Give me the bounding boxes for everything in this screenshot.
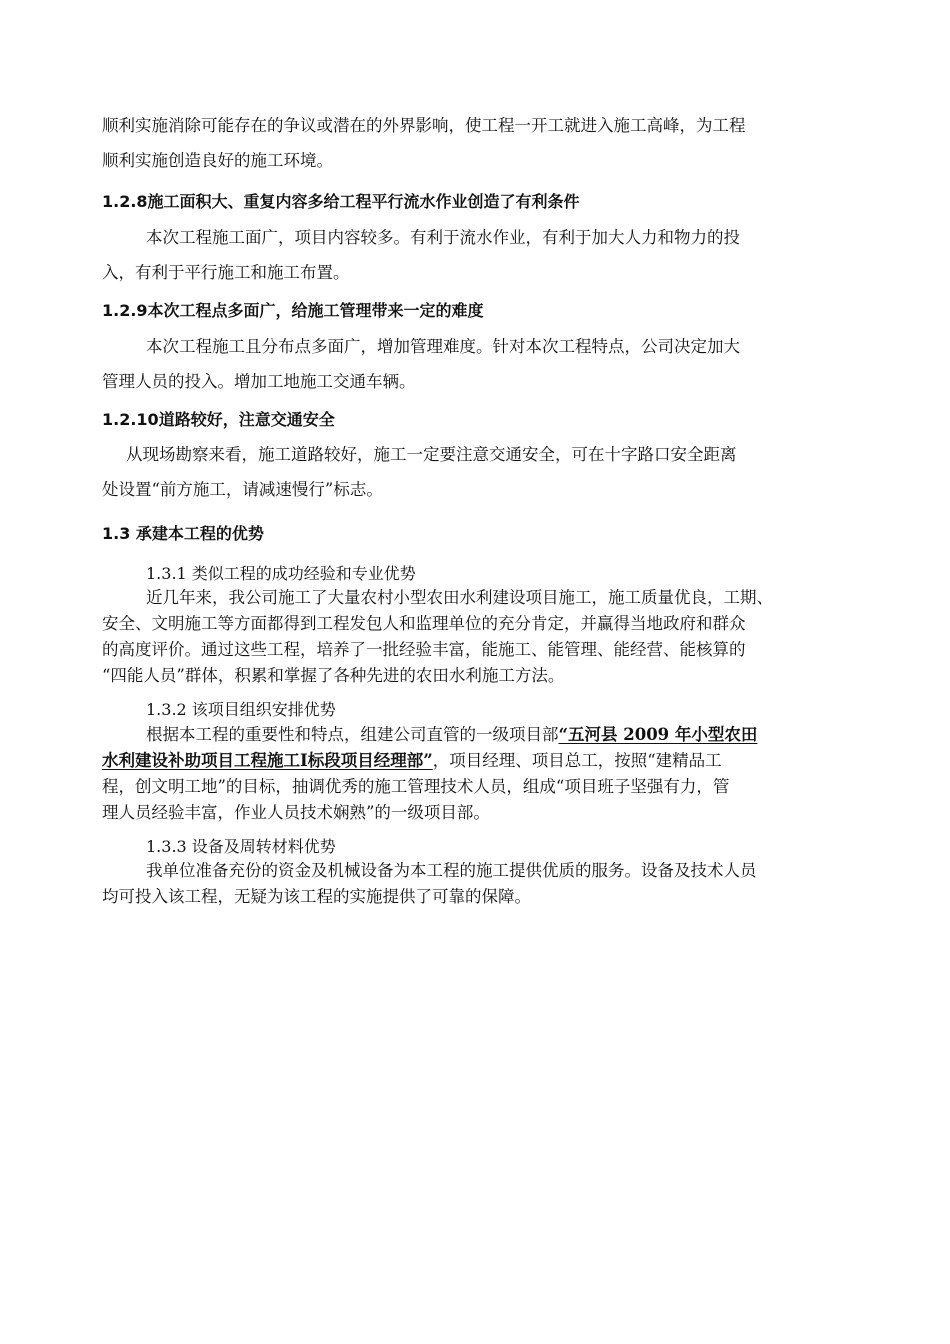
- heading-1-2-10: 1.2.10道路较好，注意交通安全: [102, 410, 335, 429]
- paragraph-1-2-9: [102, 329, 850, 399]
- heading-1-3: 1.3 承建本工程的优势: [102, 524, 264, 543]
- project-name-highlight: “五河县 2009 年小型农田: [558, 725, 758, 744]
- text-line: “四能人员”群体，积累和掌握了各种先进的农田水利施工方法。: [102, 666, 565, 685]
- text-run: 根据本工程的重要性和特点，组建公司直管的一级项目部: [146, 725, 559, 744]
- paragraph-1-2-10: [102, 437, 850, 507]
- text-run: ，项目经理、项目总工，按照“建精品工: [432, 751, 722, 770]
- text-line: 管理人员的投入。增加工地施工交通车辆。: [102, 372, 416, 391]
- project-name-highlight: 水利建设补助项目工程施工Ⅰ标段项目经理部”: [102, 751, 433, 770]
- heading-1-2-8: 1.2.8施工面积大、重复内容多给工程平行流水作业创造了有利条件: [102, 192, 580, 211]
- text-line: 本次工程施工面广，项目内容较多。有利于流水作业，有利于加大人力和物力的投: [146, 228, 740, 247]
- text-line: 的高度评价。通过这些工程，培养了一批经验丰富，能施工、能管理、能经营、能核算的: [102, 640, 746, 659]
- text-line: 处设置“前方施工，请减速慢行”标志。: [102, 480, 383, 499]
- text-line: 顺利实施消除可能存在的争议或潜在的外界影响，使工程一开工就进入施工高峰，为工程: [102, 116, 746, 135]
- text-line: 从现场勘察来看，施工道路较好，施工一定要注意交通安全，可在十字路口安全距离: [126, 445, 737, 464]
- text-line: 近几年来，我公司施工了大量农村小型农田水利建设项目施工，施工质量优良，工期、: [146, 588, 773, 607]
- paragraph-1-3-2: [102, 722, 850, 826]
- text-line: 入，有利于平行施工和施工布置。: [102, 263, 350, 282]
- text-line: 本次工程施工且分布点多面广，增加管理难度。针对本次工程特点，公司决定加大: [146, 337, 740, 356]
- subheading-1-3-1: 1.3.1 类似工程的成功经验和专业优势: [146, 564, 416, 583]
- text-line: 安全、文明施工等方面都得到工程发包人和监理单位的充分肯定，并赢得当地政府和群众: [102, 614, 746, 633]
- text-line: 程，创文明工地”的目标，抽调优秀的施工管理技术人员，组成“项目班子坚强有力，管: [102, 777, 730, 796]
- subheading-1-3-3: 1.3.3 设备及周转材料优势: [146, 837, 336, 856]
- paragraph-1-3-3: [102, 858, 850, 910]
- paragraph-1-2-8: [102, 220, 850, 290]
- heading-1-2-9: 1.2.9本次工程点多面广，给施工管理带来一定的难度: [102, 301, 484, 320]
- paragraph-1-3-1: [102, 585, 850, 689]
- text-line: 我单位准备充份的资金及机械设备为本工程的施工提供优质的服务。设备及技术人员: [146, 861, 757, 880]
- intro-paragraph: [102, 108, 850, 178]
- text-line: [102, 722, 850, 748]
- text-line: 顺利实施创造良好的施工环境。: [102, 151, 333, 170]
- text-line: 均可投入该工程，无疑为该工程的实施提供了可靠的保障。: [102, 887, 531, 906]
- subheading-1-3-2: 1.3.2 该项目组织安排优势: [146, 700, 336, 719]
- text-line: [102, 748, 850, 774]
- text-line: 理人员经验丰富，作业人员技术娴熟”的一级项目部。: [102, 803, 490, 822]
